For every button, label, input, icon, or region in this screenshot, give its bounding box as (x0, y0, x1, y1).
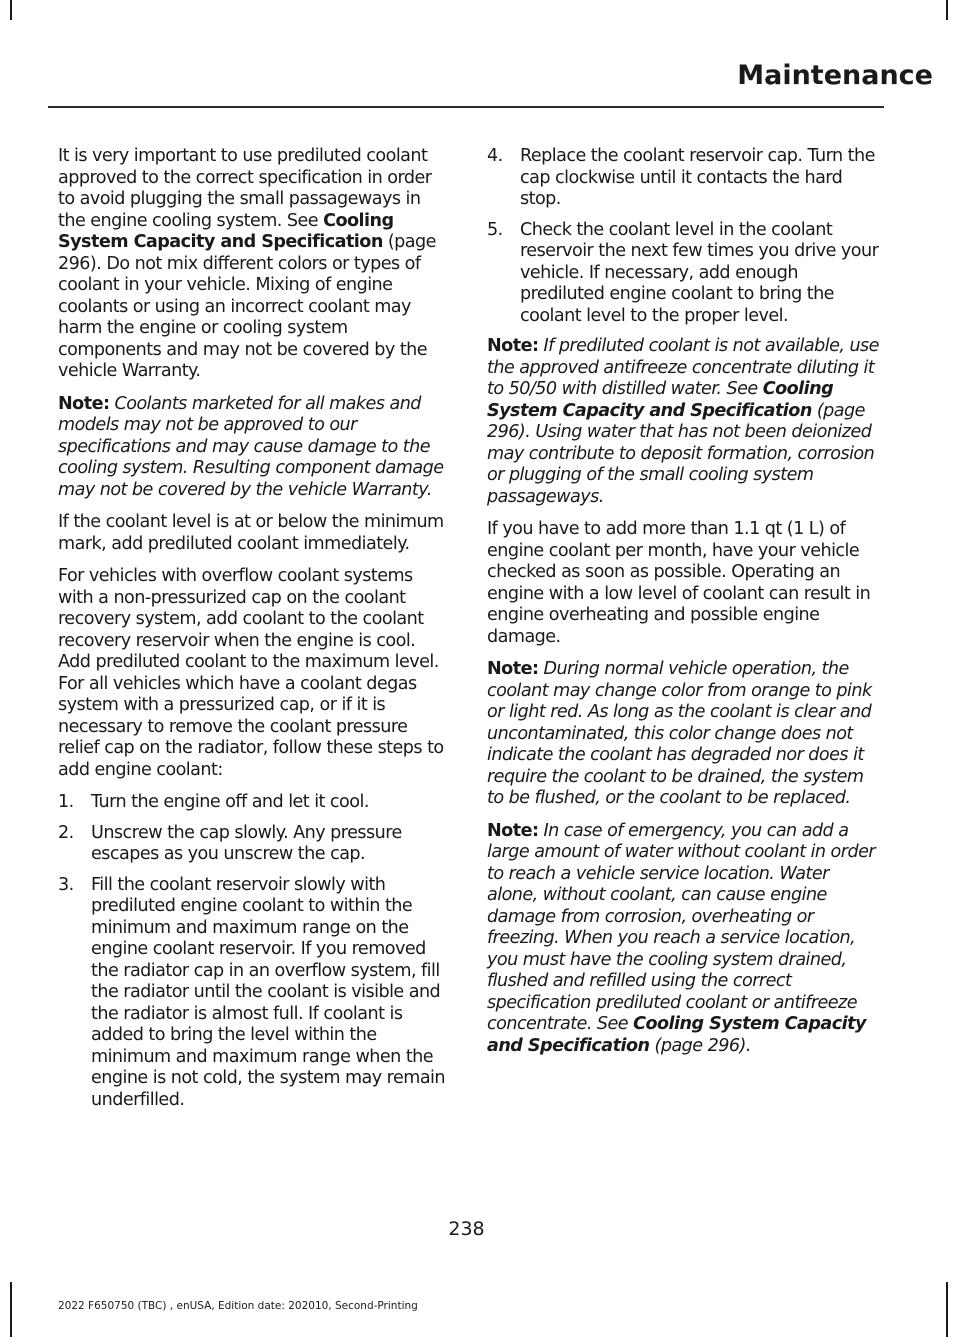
note-text-b: (page 296). (649, 1035, 751, 1056)
steps-list-right (487, 146, 879, 327)
list-item (58, 792, 450, 814)
note-text-a: If prediluted coolant is not available, use the approved antifreeze concentrate diluting it to 50/50 with distilled water. See (487, 336, 879, 399)
step-text: Fill the coolant reservoir slowly with prediluted engine coolant to within the minimum and maximum range on the engine coolant reservoir. If you removed the radiator cap in an overflow system, fill the radiator until the coolant is visible and the radiator is almost full. If coolant is added to bring the level within the minimum and maximum range when the engine is not cold, the system may remain underfilled. (91, 874, 445, 1110)
page-number: 238 (448, 1218, 485, 1240)
list-item (487, 146, 879, 211)
note-color-change (487, 659, 879, 810)
intro-text-a: It is very important to use prediluted coolant approved to the correct specification in order to avoid plugging the small passageways in the engine cooling system. See (58, 146, 432, 231)
list-item (58, 875, 450, 1112)
steps-list-left (58, 792, 450, 1111)
step-number: 3. (58, 874, 74, 895)
note-label: Note: (58, 393, 110, 414)
step-text: Replace the coolant reservoir cap. Turn the cap clockwise until it contacts the hard stop. (520, 146, 875, 209)
header-rule (48, 106, 884, 108)
step-text: Turn the engine off and let it cool. (91, 792, 369, 812)
crop-mark-top-left (10, 0, 12, 20)
crop-mark-bottom-left (10, 1282, 12, 1337)
note-text: Coolants marketed for all makes and models may not be approved to our specifications and may cause damage to the cooling system. Resulting component damage may not be covered by the vehicle Warranty. (58, 393, 444, 500)
crop-mark-bottom-right (946, 1282, 948, 1337)
cross-reference-link[interactable]: Cooling System Capacity and Specification (487, 379, 834, 421)
left-column (58, 146, 450, 1120)
footer-edition-info: 2022 F650750 (TBC) , enUSA, Edition date: 202010, Second-Printing (58, 1300, 418, 1312)
step-number: 1. (58, 792, 74, 812)
cross-reference-page: (page 296) (58, 232, 436, 274)
page-title: Maintenance (737, 60, 933, 91)
list-item (58, 823, 450, 866)
note-emergency-water (487, 821, 879, 1058)
intro-text-b: . Do not mix different colors or types of coolant in your vehicle. Mixing of engine coolants or using an incorrect coolant may harm the engine or cooling system components and may not be covered by the vehicle Warranty. (58, 253, 428, 381)
note-label: Note: (487, 820, 539, 841)
step-number: 5. (487, 219, 503, 240)
cross-reference-link[interactable]: Cooling System Capacity and Specification (58, 210, 394, 252)
step-number: 2. (58, 822, 74, 843)
cross-reference-link[interactable]: Cooling System Capacity and Specification (487, 1014, 866, 1056)
note-label: Note: (487, 659, 539, 679)
paragraph-add-more-coolant: If you have to add more than 1.1 qt (1 L) of engine coolant per month, have your vehicle checked as soon as possible. Operating an engine with a low level of coolant can result in engine overheating and possible engine damage. (487, 519, 871, 647)
note-text-a: In case of emergency, you can add a large amount of water without coolant in order to reach a vehicle service location. Water alone, without coolant, can cause engine damage from corrosion, overheating or freezing. When you reach a service location, you must have the cooling system drained, flushed and refilled using the correct specification prediluted coolant or antifreeze concentrate. See (487, 820, 876, 1034)
step-text: Check the coolant level in the coolant reservoir the next few times you drive your vehicle. If necessary, add enough prediluted engine coolant to bring the coolant level to the proper level. (520, 219, 879, 326)
crop-mark-top-right (946, 0, 948, 20)
note-coolants-marketed (58, 394, 450, 502)
intro-paragraph (58, 146, 450, 383)
list-item (487, 220, 879, 328)
right-column (487, 146, 879, 1068)
note-prediluted-unavailable (487, 336, 879, 508)
note-text-b: (page 296). Using water that has not been deionized may contribute to deposit formation, corrosion or plugging of the small cooling system passageways. (487, 400, 875, 507)
step-number: 4. (487, 146, 503, 166)
note-text: During normal vehicle operation, the coolant may change color from orange to pink or light red. As long as the coolant is clear and uncontaminated, this color change does not indicate the coolant has degraded nor does it require the coolant to be drained, the system to be flushed, or the coolant to be replaced. (487, 659, 872, 808)
note-label: Note: (487, 336, 539, 356)
paragraph-overflow-systems: For vehicles with overflow coolant systems with a non-pressurized cap on the coolant recovery system, add coolant to the coolant recovery reservoir when the engine is cool. Add prediluted coolant to the maximum level. For all vehicles which have a coolant degas system with a pressurized cap, or if it is necessary to remove the coolant pressure relief cap on the radiator, follow these steps to add engine coolant: (58, 566, 444, 780)
paragraph-minimum-mark: If the coolant level is at or below the minimum mark, add prediluted coolant immediately. (58, 512, 444, 554)
step-text: Unscrew the cap slowly. Any pressure escapes as you unscrew the cap. (91, 822, 402, 864)
